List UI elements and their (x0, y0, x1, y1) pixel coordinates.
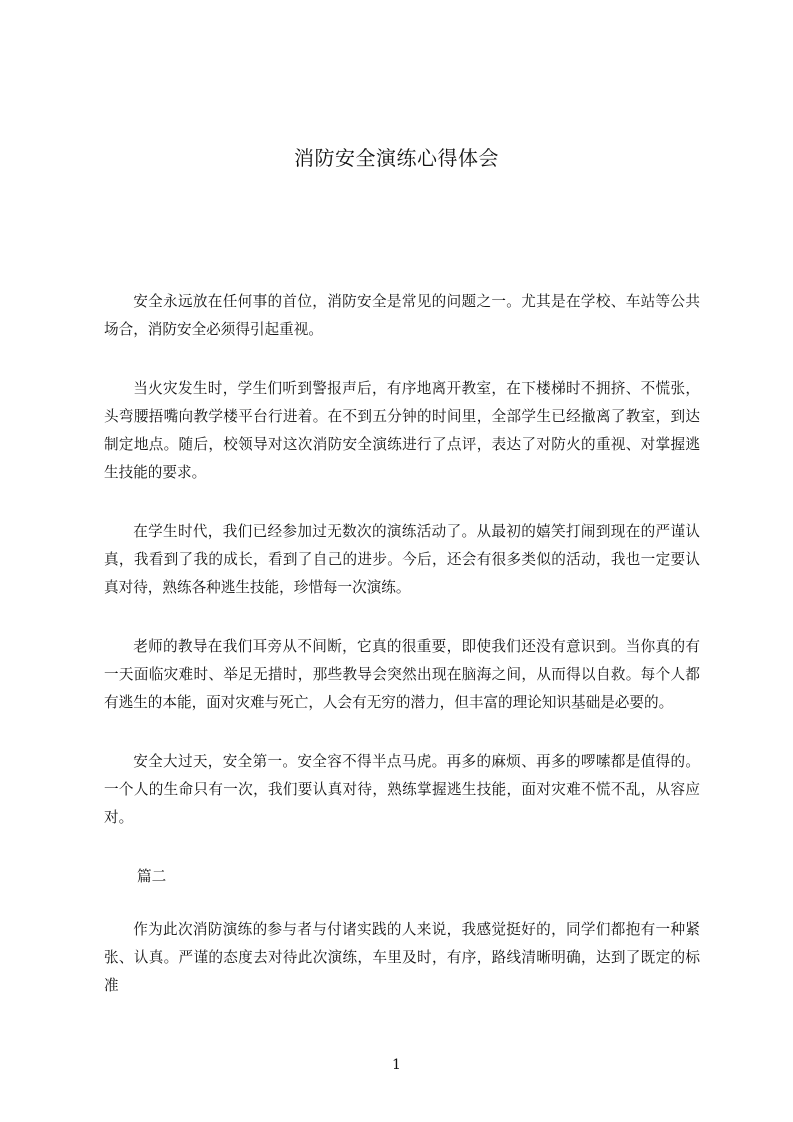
document-title: 消防安全演练心得体会 (294, 146, 499, 170)
page-number: 1 (392, 1057, 401, 1073)
section-paragraph-1: 作为此次消防演练的参与者与付诸实践的人来说，我感觉挺好的，同学们都抱有一种紧张、认真。严谨的态度去对待此次演练，车里及时，有序，路线清晰明确，达到了既定的标准 (104, 921, 700, 994)
paragraph-4: 老师的教导在我们耳旁从不间断，它真的很重要，即使我们还没有意识到。当你真的有一天面临灾难时、举足无措时，那些教导会突然出现在脑海之间，从而得以自救。每个人都有逃生的本能，面对灾难与死亡，人会有无穷的潜力，但丰富的理论知识基础是必要的。 (104, 638, 700, 711)
paragraph-1: 安全永远放在任何事的首位，消防安全是常见的问题之一。尤其是在学校、车站等公共场合，消防安全必须得引起重视。 (104, 293, 700, 338)
paragraph-2: 当火灾发生时，学生们听到警报声后，有序地离开教室，在下楼梯时不拥挤、不慌张，头弯腰捂嘴向教学楼平台行进着。在不到五分钟的时间里，全部学生已经撤离了教室，到达制定地点。随后，校领导对这次消防安全演练进行了点评，表达了对防火的重视、对掌握逃生技能的要求。 (104, 380, 700, 481)
document-body (104, 288, 700, 1031)
section-heading: 篇二 (137, 868, 167, 885)
paragraph-5: 安全大过天，安全第一。安全容不得半点马虎。再多的麻烦、再多的啰嗦都是值得的。一个人的生命只有一次，我们要认真对待，熟练掌握逃生技能，面对灾难不慌不乱，从容应对。 (104, 753, 700, 826)
paragraph-3: 在学生时代，我们已经参加过无数次的演练活动了。从最初的嬉笑打闹到现在的严谨认真，我看到了我的成长，看到了自己的进步。今后，还会有很多类似的活动，我也一定要认真对待，熟练各种逃生技能，珍惜每一次演练。 (104, 523, 700, 596)
